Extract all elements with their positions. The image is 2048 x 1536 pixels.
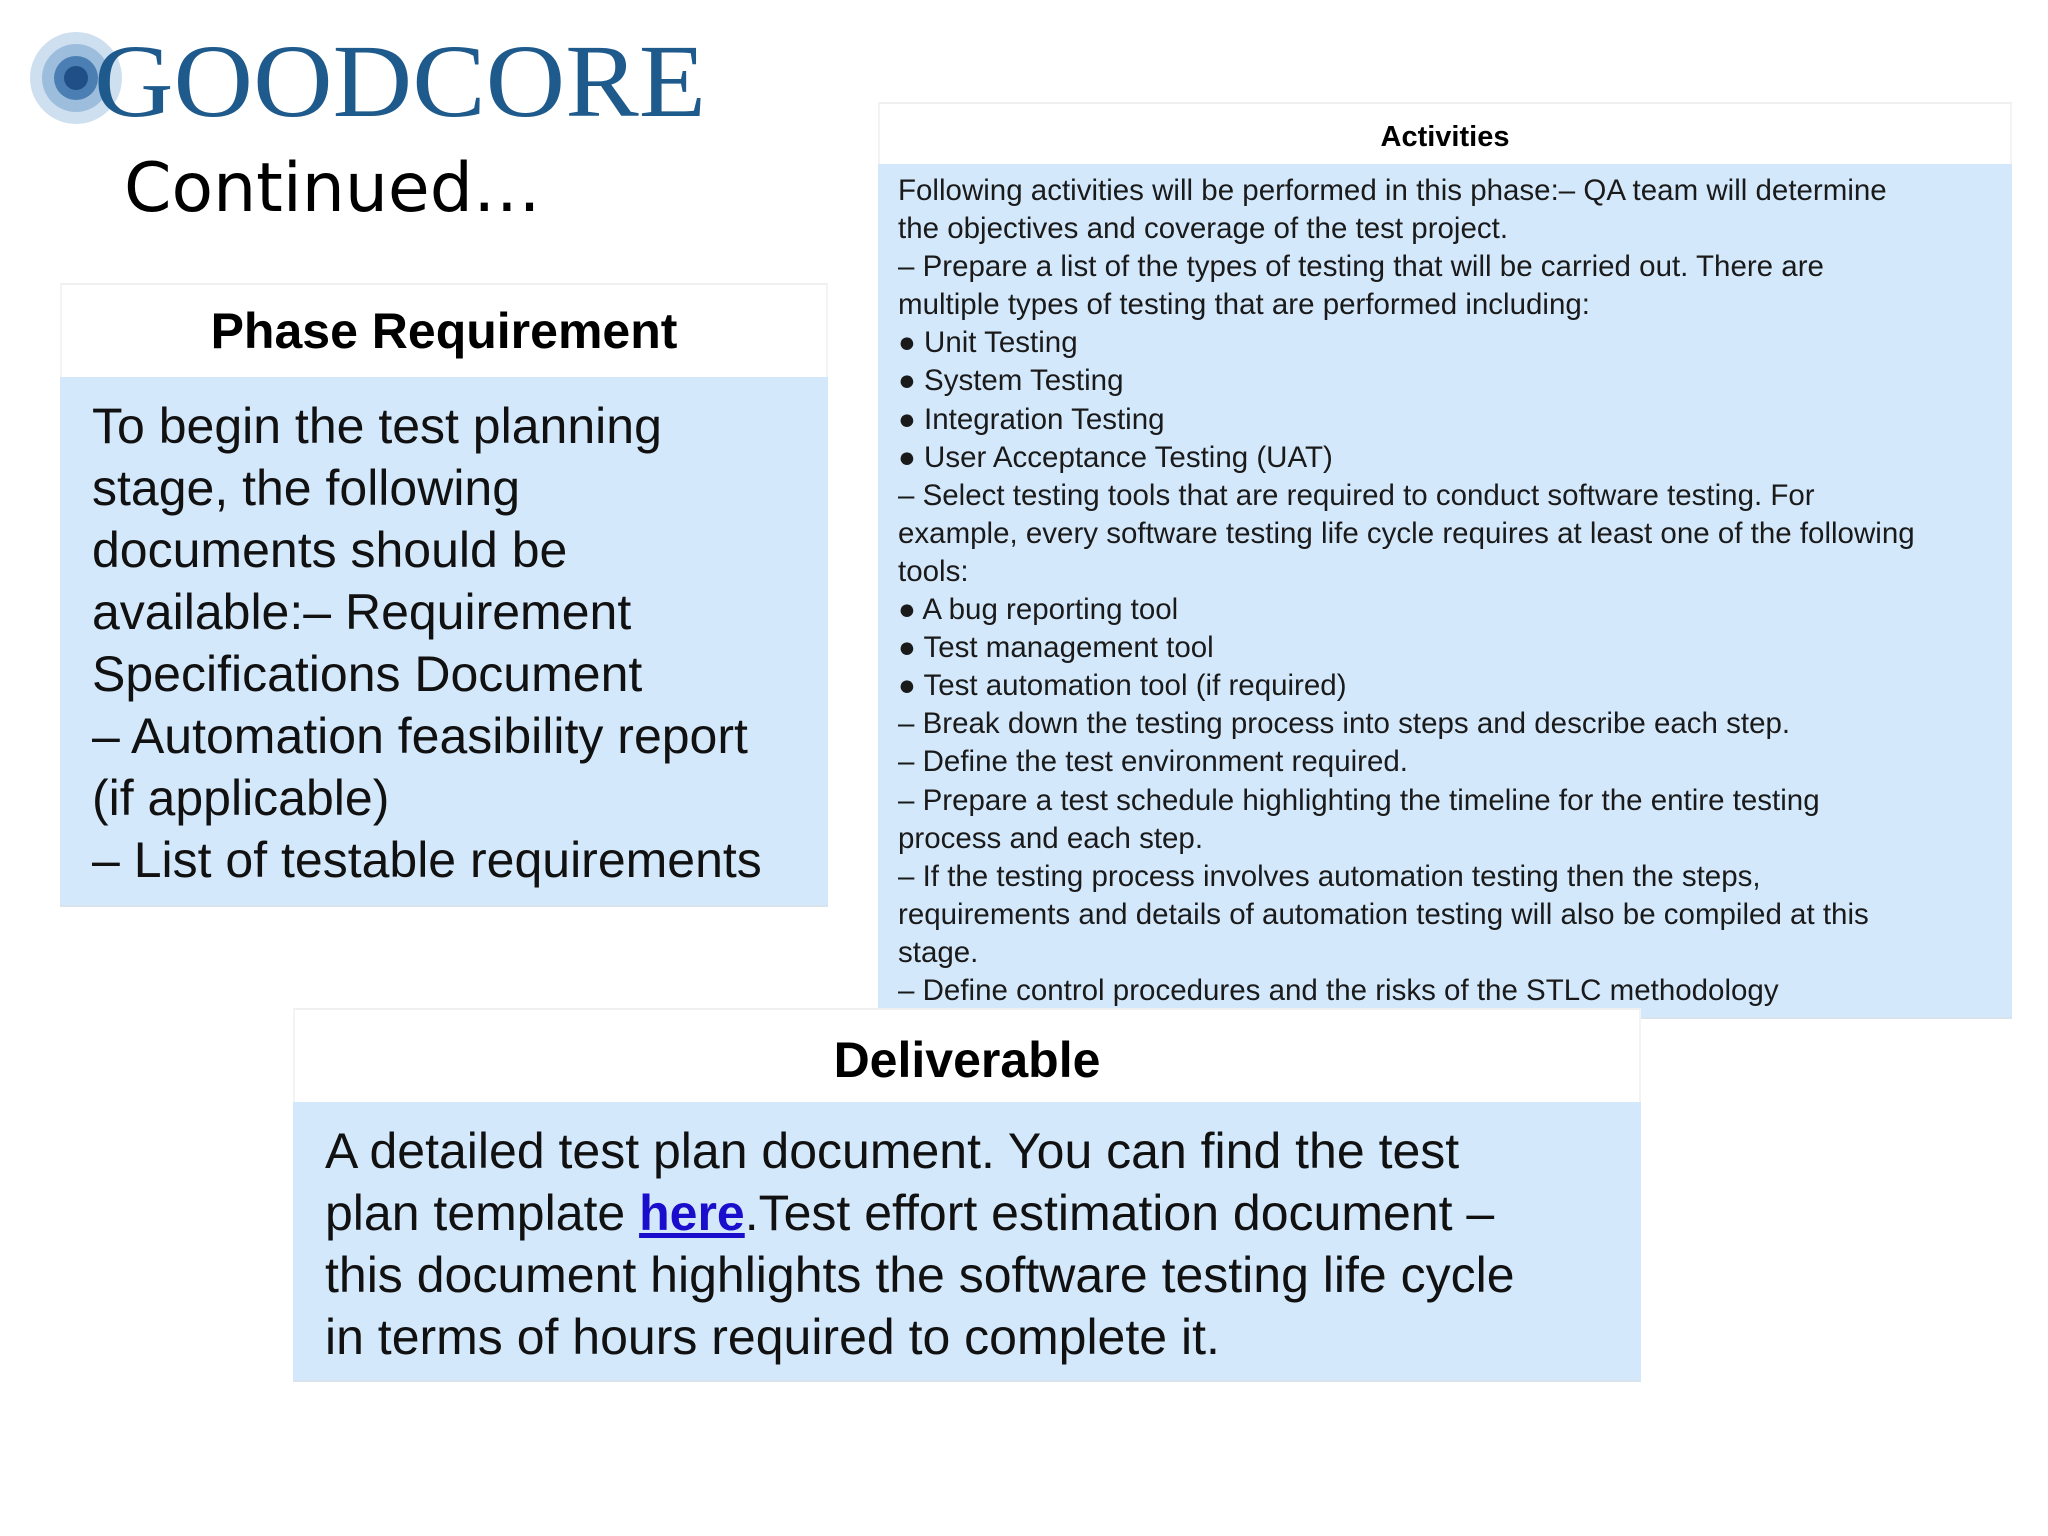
deliverable-text-after-link: .Test effort estimation document – [744,1185,1495,1241]
phase-requirement-line: Specifications Document [92,646,643,702]
deliverable-box [293,1008,1641,1382]
phase-requirement-body [60,377,828,907]
activities-bullet-item: ● A bug reporting tool [898,593,1179,627]
deliverable-body [293,1102,1641,1382]
logo-text: GOODCORE [94,24,706,138]
activities-bullet-item: ● Integration Testing [898,402,1165,436]
activities-heading: Activities [878,102,2012,164]
activities-line: – If the testing process involves automation testing then the steps, [898,859,1761,893]
activities-line: – Define control procedures and the risks of the STLC methodology [898,973,1779,1007]
deliverable-heading: Deliverable [293,1008,1641,1102]
activities-bullet-item: ● Test automation tool (if required) [898,669,1347,703]
activities-line: – Prepare a test schedule highlighting the timeline for the entire testing [898,783,1820,817]
phase-requirement-line: – List of testable requirements [92,832,762,888]
phase-requirement-line: (if applicable) [92,770,390,826]
activities-line: example, every software testing life cycle requires at least one of the following [898,516,1915,550]
activities-bullet-item: ● System Testing [898,364,1124,398]
activities-line: process and each step. [898,821,1204,855]
phase-requirement-line: documents should be [92,522,568,578]
phase-requirement-line: – Automation feasibility report [92,708,748,764]
phase-requirement-line: available:– Requirement [92,584,632,640]
deliverable-line: this document highlights the software testing life cycle [325,1247,1515,1303]
activities-line: the objectives and coverage of the test project. [898,212,1509,246]
phase-requirement-line: stage, the following [92,460,521,516]
activities-line: – Prepare a list of the types of testing that will be carried out. There are [898,250,1824,284]
deliverable-text-before-link: plan template [325,1185,640,1241]
activities-bullet-item: ● Test management tool [898,631,1214,665]
activities-line: Following activities will be performed in this phase:– QA team will determine [898,174,1887,207]
phase-requirement-line: To begin the test planning [92,398,662,454]
activities-line: multiple types of testing that are performed including: [898,288,1590,322]
activities-line: requirements and details of automation testing will also be compiled at this [898,897,1869,931]
activities-bullet-item: ● Unit Testing [898,326,1078,360]
activities-line: – Break down the testing process into steps and describe each step. [898,707,1791,741]
activities-body [878,164,2012,1019]
activities-box [878,102,2012,1019]
logo-graphic [14,18,714,138]
activities-bullet-item: ● User Acceptance Testing (UAT) [898,440,1333,474]
activities-line: tools: [898,554,969,588]
activities-line: stage. [898,935,979,969]
deliverable-line: A detailed test plan document. You can find the test [325,1123,1460,1179]
slide-title: Continued… [124,149,541,228]
deliverable-line-with-link [325,1182,1611,1244]
activities-line: – Select testing tools that are required to conduct software testing. For [898,478,1815,512]
test-plan-template-link[interactable]: here [639,1185,745,1241]
activities-line: – Define the test environment required. [898,745,1408,779]
phase-requirement-heading: Phase Requirement [60,283,828,377]
goodcore-logo [14,18,714,138]
deliverable-line: in terms of hours required to complete it. [325,1309,1220,1365]
phase-requirement-box [60,283,828,907]
